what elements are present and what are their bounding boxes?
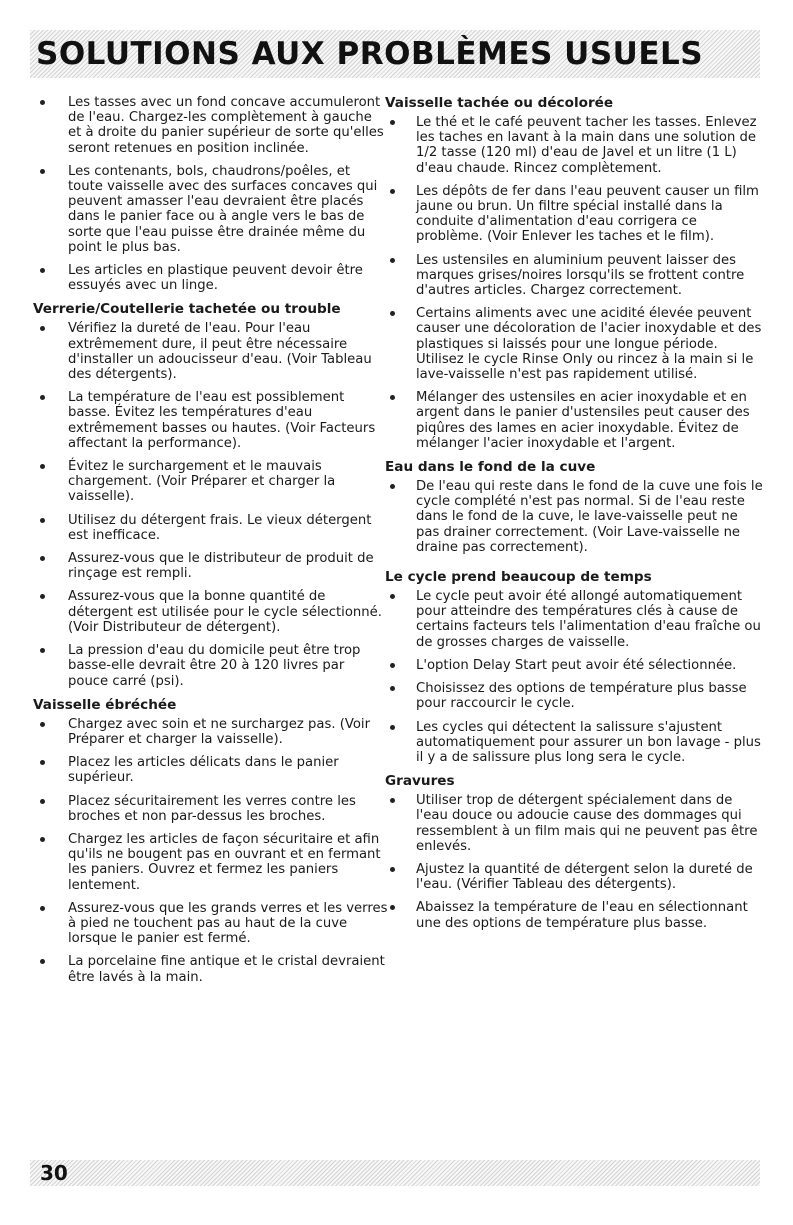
list-item: Ajustez la quantité de détergent selon la dureté de l'eau. (Vérifier Tableau des détergents).	[385, 862, 765, 892]
list-item: Assurez-vous que le distributeur de produit de rinçage est rempli.	[33, 551, 388, 581]
list-item: Placez sécuritairement les verres contre les broches et non par-dessus les broches.	[33, 794, 388, 824]
section-heading-ebrechee: Vaisselle ébréchée	[33, 696, 177, 713]
list-item: Abaissez la température de l'eau en sélectionnant une des options de température plus basse.	[385, 900, 765, 930]
intro-bullet-list	[33, 95, 388, 293]
list-item: Les contenants, bols, chaudrons/poêles, et toute vaisselle avec des surfaces concaves qui peuvent amasser l'eau devraient être placés dans le panier face ou à angle vers le bas de sorte que l'eau puisse être drainée même du point le plus bas.	[33, 164, 388, 255]
list-item: Choisissez des options de température plus basse pour raccourcir le cycle.	[385, 681, 765, 711]
page-title: SOLUTIONS AUX PROBLÈMES USUELS	[36, 36, 704, 72]
list-item: L'option Delay Start peut avoir été sélectionnée.	[385, 658, 765, 673]
ebrechee-bullet-list	[33, 717, 388, 985]
list-item: Les ustensiles en aluminium peuvent laisser des marques grises/noires lorsqu'ils se frottent contre d'autres articles. Chargez correctement.	[385, 253, 765, 299]
list-item: Évitez le surchargement et le mauvais chargement. (Voir Préparer et charger la vaisselle).	[33, 459, 388, 505]
footer-banner	[30, 1160, 760, 1186]
section-heading-cycle-long: Le cycle prend beaucoup de temps	[385, 569, 652, 586]
section-heading-tachee: Vaisselle tachée ou décolorée	[385, 95, 614, 111]
list-item: La pression d'eau du domicile peut être trop basse-elle devrait être 20 à 120 livres par pouce carré (psi).	[33, 643, 388, 689]
verrerie-bullet-list	[33, 321, 388, 688]
list-item: Chargez les articles de façon sécuritaire et afin qu'ils ne bougent pas en ouvrant et en fermant les paniers. Ouvrez et fermez les paniers lentement.	[33, 832, 388, 893]
list-item: Les articles en plastique peuvent devoir être essuyés avec un linge.	[33, 263, 388, 293]
list-item: La porcelaine fine antique et le cristal devraient être lavés à la main.	[33, 954, 388, 984]
list-item: Chargez avec soin et ne surchargez pas. (Voir Préparer et charger la vaisselle).	[33, 717, 388, 747]
left-column	[33, 95, 388, 993]
list-item: De l'eau qui reste dans le fond de la cuve une fois le cycle complété n'est pas normal. Si de l'eau reste dans le fond de la cuve, le lave-vaisselle peut ne pas drainer correctement. (Voir Lave-vaisselle ne draine pas correctement).	[385, 479, 765, 555]
list-item: Assurez-vous que les grands verres et les verres à pied ne touchent pas au haut de la cuve lorsque le panier est fermé.	[33, 901, 388, 947]
list-item: Mélanger des ustensiles en acier inoxydable et en argent dans le panier d'ustensiles peut causer des piqûres des lames en acier inoxydable. Évitez de mélanger l'acier inoxydable et l'argent.	[385, 390, 765, 451]
cycle-long-bullet-list	[385, 589, 765, 765]
list-item: Le thé et le café peuvent tacher les tasses. Enlevez les taches en lavant à la main dans une solution de 1/2 tasse (120 ml) d'eau de Javel et un litre (1 L) d'eau chaude. Rincez complètement.	[385, 115, 765, 176]
gravures-bullet-list	[385, 793, 765, 931]
list-item: Les dépôts de fer dans l'eau peuvent causer un film jaune ou brun. Un filtre spécial installé dans la conduite d'alimentation d'eau corrigera ce problème. (Voir Enlever les taches et le film).	[385, 184, 765, 245]
list-item: Assurez-vous que la bonne quantité de détergent est utilisée pour le cycle sélectionné. (Voir Distributeur de détergent).	[33, 589, 388, 635]
list-item: Le cycle peut avoir été allongé automatiquement pour atteindre des températures clés à cause de certains facteurs tels l'alimentation d'eau fraîche ou de grosses charges de vaisselle.	[385, 589, 765, 650]
section-heading-gravures: Gravures	[385, 773, 455, 790]
eau-fond-bullet-list	[385, 479, 765, 555]
right-column	[385, 95, 765, 939]
list-item: La température de l'eau est possiblement basse. Évitez les températures d'eau extrêmement basses ou hautes. (Voir Facteurs affectant la performance).	[33, 390, 388, 451]
page-number: 30	[40, 1161, 68, 1185]
list-item: Placez les articles délicats dans le panier supérieur.	[33, 755, 388, 785]
section-heading-verrerie: Verrerie/Coutellerie tachetée ou trouble	[33, 301, 341, 318]
list-item: Vérifiez la dureté de l'eau. Pour l'eau extrêmement dure, il peut être nécessaire d'installer un adoucisseur d'eau. (Voir Tableau des détergents).	[33, 321, 388, 382]
list-item: Utilisez du détergent frais. Le vieux détergent est inefficace.	[33, 513, 388, 543]
section-heading-eau-fond: Eau dans le fond de la cuve	[385, 459, 596, 476]
list-item: Utiliser trop de détergent spécialement dans de l'eau douce ou adoucie cause des dommages qui ressemblent à un film mais qui ne peuvent pas être enlevés.	[385, 793, 765, 854]
list-item: Les cycles qui détectent la salissure s'ajustent automatiquement pour assurer un bon lavage - plus il y a de salissure plus long sera le cycle.	[385, 720, 765, 766]
list-item: Certains aliments avec une acidité élevée peuvent causer une décoloration de l'acier inoxydable et des plastiques si laissés pour une longue période. Utilisez le cycle Rinse Only ou rincez à la main si le lave-vaisselle n'est pas rapidement utilisé.	[385, 306, 765, 382]
tachee-bullet-list	[385, 115, 765, 451]
list-item: Les tasses avec un fond concave accumuleront de l'eau. Chargez-les complètement à gauche et à droite du panier supérieur de sorte qu'elles seront retenues en position inclinée.	[33, 95, 388, 156]
